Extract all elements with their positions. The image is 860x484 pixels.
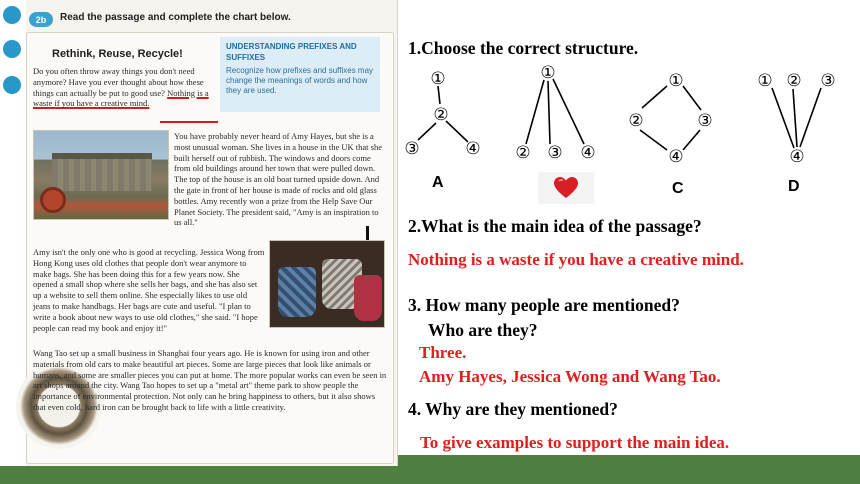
option-a-nodes — [404, 69, 480, 159]
wheel-shape — [40, 187, 66, 213]
node-d3: ③ — [820, 71, 836, 91]
answer-2: Nothing is a waste if you have a creative mind. — [408, 250, 744, 269]
node-d2: ② — [786, 71, 802, 91]
activity-badge: 2b — [29, 12, 53, 27]
node-b3: ③ — [547, 143, 563, 163]
answer-3-line1: Three. — [419, 343, 467, 362]
node-b4: ④ — [580, 143, 596, 163]
node-c1: ① — [668, 71, 684, 91]
red-bag — [354, 275, 382, 321]
node-c3: ③ — [697, 111, 713, 131]
wangtao-paragraph: Wang Tao set up a small business in Shanghai four years ago. He is known for using iron and other materials from old cars to make beautiful art pieces. Some are large pieces that look like animals or humans, and some are smaller pieces you can put at home. The more popular works can even be seen in art shops around the city. Wang Tao hopes to set up a "metal art" theme park to show people the importance of environmental protection. Not only can he bring happiness to others, but it also shows that even cold, hard iron can be brought back to life with a little creativity. — [33, 348, 387, 412]
option-d-nodes — [757, 71, 835, 167]
node-a4: ④ — [465, 139, 481, 159]
watch-icon[interactable] — [3, 40, 21, 58]
strategy-box — [220, 37, 380, 112]
node-a1: ① — [430, 69, 446, 89]
option-b-nodes — [515, 63, 595, 163]
answer-4: To give examples to support the main idea. — [420, 433, 730, 452]
question-3-line1: 3. How many people are mentioned? — [408, 295, 680, 315]
option-c-label: C — [672, 180, 684, 197]
more-icon[interactable] — [3, 76, 21, 94]
amy-paragraph: You have probably never heard of Amy Hayes, but she is a most unusual woman. She lives in a house in the UK that she built herself out of rubbish. The windows and doors come from old buildings around her town that were pulled down. The top of the house is an old boat turned upside down. And the gate in front of her house is made of rocks and old glass bottles. Amy recently won a prize from the Help Save Our Planet Society. The president said, "Amy is an inspiration to us all." — [174, 131, 382, 227]
node-d4: ④ — [789, 147, 805, 167]
node-c2: ② — [628, 111, 644, 131]
node-a2: ② — [433, 105, 449, 125]
question-3-line2: Who are they? — [428, 320, 538, 340]
instruction: Read the passage and complete the chart below. — [60, 12, 291, 23]
bags-photo — [269, 240, 385, 328]
option-d-label: D — [788, 178, 800, 195]
red-underline — [160, 121, 218, 123]
node-c4: ④ — [668, 147, 684, 167]
house-shape — [52, 153, 152, 191]
listen-icon[interactable] — [3, 6, 21, 24]
passage-title: Rethink, Reuse, Recycle! — [52, 48, 183, 60]
option-a-label: A — [432, 174, 444, 191]
jeans-bag — [278, 267, 316, 317]
answer-3-line2: Amy Hayes, Jessica Wong and Wang Tao. — [419, 367, 721, 386]
option-c-nodes — [628, 71, 712, 167]
strategy-text: Recognize how prefixes and suffixes may change the meanings of words and how they are used. — [226, 66, 374, 95]
question-2: 2.What is the main idea of the passage? — [408, 216, 702, 236]
question-4: 4. Why are they mentioned? — [408, 399, 618, 419]
heart-icon — [538, 172, 594, 204]
intro-highlight: Nothing is a waste if you have a creative mind. — [33, 87, 209, 109]
node-d1: ① — [757, 71, 773, 91]
question-1: 1.Choose the correct structure. — [408, 38, 639, 58]
strategy-heading: UNDERSTANDING PREFIXES AND SUFFIXES — [226, 42, 357, 62]
heart-shape — [553, 176, 579, 200]
node-a3: ③ — [404, 139, 420, 159]
textbook-page — [0, 0, 398, 466]
intro-paragraph: Do you often throw away things you don't need anymore? Have you ever thought about how these things can actually be put to good use? Nothing is a waste if you have a creative mind. — [33, 66, 209, 109]
jessica-paragraph: Amy isn't the only one who is good at recycling. Jessica Wong from Hong Kong uses old clothes that people don't wear anymore to make bags. She has been doing this for a few years now. She opened a small shop where she sells her bags, and she has also set up a website to sell them online. She especially likes to use old jeans to make handbags. Her bags are cute and useful. "I plan to write a book about new ways to use old clothes," she said. "I hope people can read my book and enjoy it!" — [33, 247, 265, 333]
amy-house-photo — [33, 130, 169, 220]
node-b2: ② — [515, 143, 531, 163]
node-b1: ① — [540, 63, 556, 83]
